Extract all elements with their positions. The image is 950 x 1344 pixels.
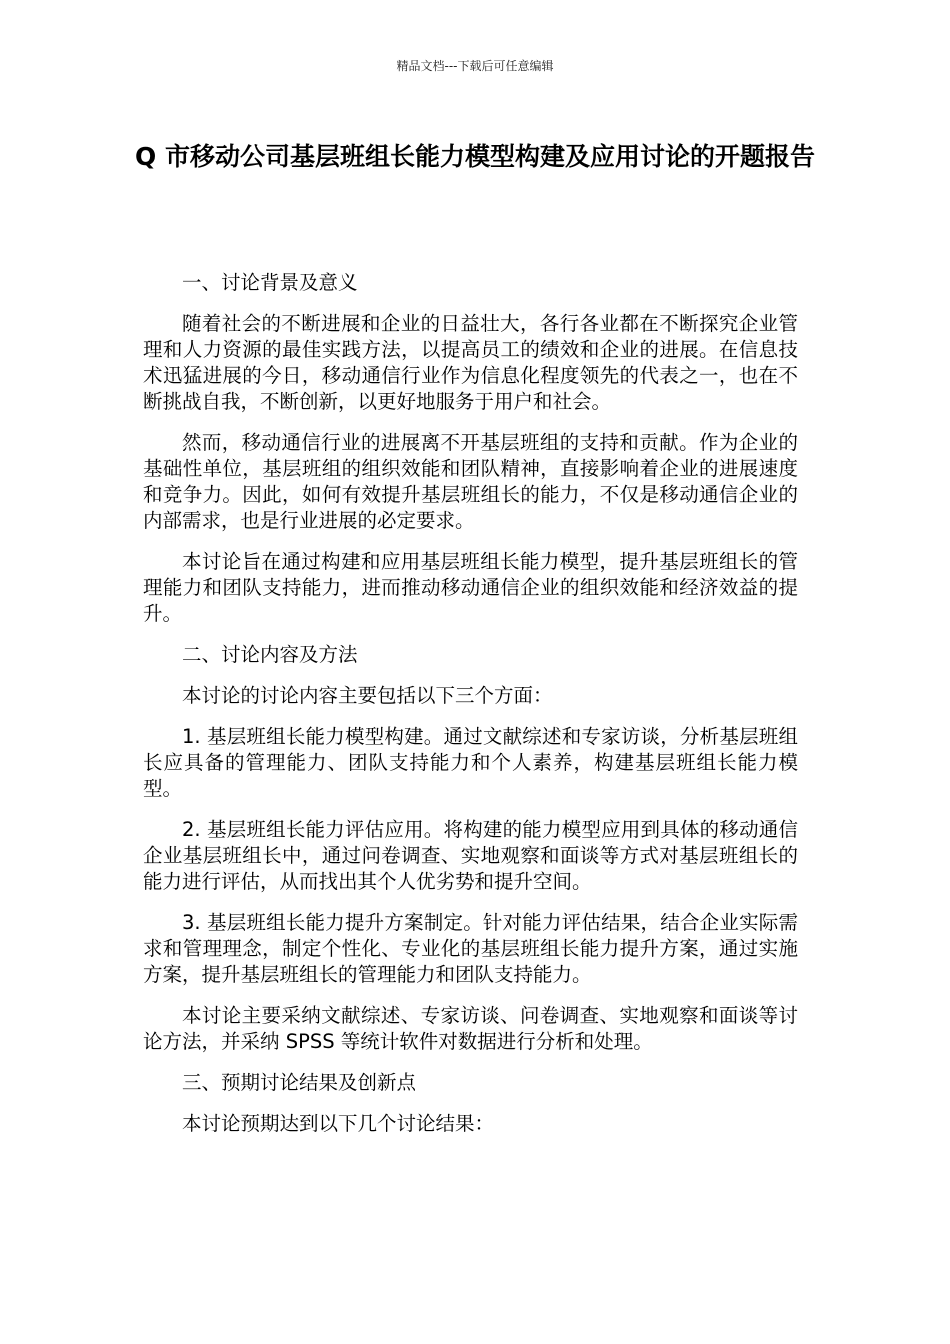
list-item-model-construction: 1. 基层班组长能力模型构建。通过文献综述和专家访谈，分析基层班组长应具备的管理能力、团队支持能力和个人素养，构建基层班组长能力模型。 <box>143 725 798 800</box>
paragraph-background-2: 然而，移动通信行业的进展离不开基层班组的支持和贡献。作为企业的基础性单位，基层班组的组织效能和团队精神，直接影响着企业的进展速度和竞争力。因此，如何有效提升基层班组长的能力，不仅是移动通信企业的内部需求，也是行业进展的必定要求。 <box>143 431 798 532</box>
list-item-evaluation: 2. 基层班组长能力评估应用。将构建的能力模型应用到具体的移动通信企业基层班组长中，通过问卷调查、实地观察和面谈等方式对基层班组长的能力进行评估，从而找出其个人优劣势和提升空间。 <box>143 818 798 893</box>
document-title: Q 市移动公司基层班组长能力模型构建及应用讨论的开题报告 <box>135 142 815 171</box>
paragraph-expected-intro: 本讨论预期达到以下几个讨论结果： <box>182 1112 495 1135</box>
paragraph-background-1: 随着社会的不断进展和企业的日益壮大，各行各业都在不断探究企业管理和人力资源的最佳实践方法，以提高员工的绩效和企业的进展。在信息技术迅猛进展的今日，移动通信行业作为信息化程度领先的代表之一，也在不断挑战自我，不断创新，以更好地服务于用户和社会。 <box>143 312 798 413</box>
paragraph-content-intro: 本讨论的讨论内容主要包括以下三个方面： <box>182 684 553 707</box>
header-note: 精品文档---下载后可任意编辑 <box>396 59 554 73</box>
document-body <box>143 270 798 1152</box>
section-heading-expected-results: 三、预期讨论结果及创新点 <box>182 1071 417 1094</box>
list-item-improvement-plan: 3. 基层班组长能力提升方案制定。针对能力评估结果，结合企业实际需求和管理理念，制定个性化、专业化的基层班组长能力提升方案，通过实施方案，提升基层班组长的管理能力和团队支持能力。 <box>143 911 798 986</box>
paragraph-background-3: 本讨论旨在通过构建和应用基层班组长能力模型，提升基层班组长的管理能力和团队支持能力，进而推动移动通信企业的组织效能和经济效益的提升。 <box>143 550 798 625</box>
paragraph-methods: 本讨论主要采纳文献综述、专家访谈、问卷调查、实地观察和面谈等讨论方法，并采纳 SPSS 等统计软件对数据进行分析和处理。 <box>143 1004 798 1053</box>
section-heading-background: 一、讨论背景及意义 <box>182 271 358 294</box>
section-heading-content-methods: 二、讨论内容及方法 <box>182 643 358 666</box>
